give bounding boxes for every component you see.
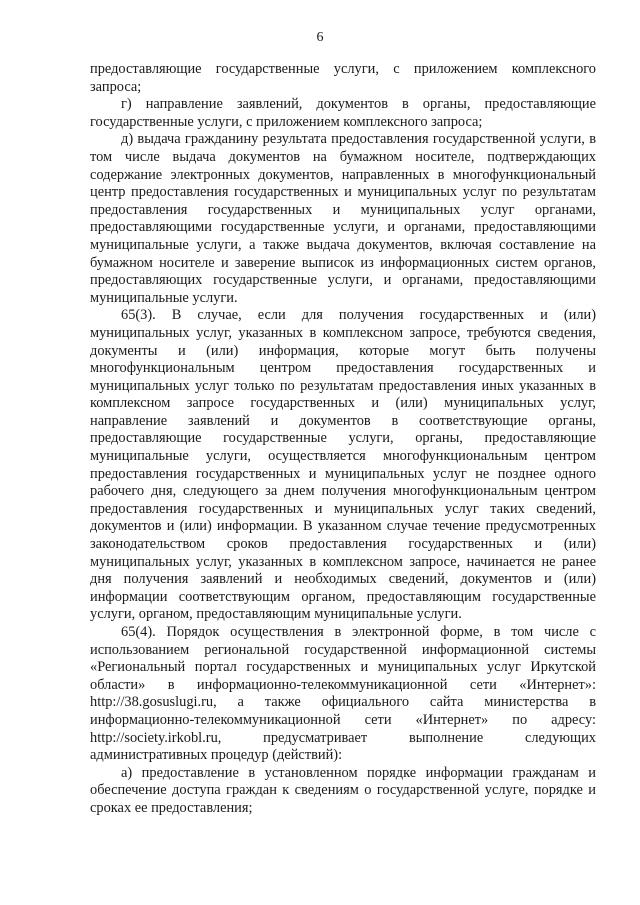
page-number: 6 [316,30,324,45]
paragraph-65-4: 65(4). Порядок осуществления в электронной форме, в том числе с использованием региональной государственной информационной системы «Региональный портал государственных и муниципальных услуг Иркутской области» в информационно-телекоммуникационной сети «Интернет»: http://38.gosuslugi.ru, а также официального сайта министерства в информационно-телекоммуникационной сети «Интернет» по адресу: http://society.irkobl.ru, предусматривает выполнение следующих административных процедур (действий): [90,624,596,764]
paragraph-item-g: г) направление заявлений, документов в органы, предоставляющие государственные услуги, с приложением комплексного запроса; [90,96,596,130]
paragraph-item-a: а) предоставление в установленном порядке информации гражданам и обеспечение доступа граждан к сведениям о государственной услуге, порядке и сроках ее предоставления; [90,764,596,816]
paragraph-65-3: 65(3). В случае, если для получения государственных и (или) муниципальных услуг, указанных в комплексном запросе, требуются сведения, документы и (или) информация, которые могут быть получены многофункциональным центром предоставления государственных и муниципальных услуг только по результатам предоставления иных указанных в комплексном запросе государственных и (или) муниципальных услуг, направление заявлений и документов в соответствующие органы, предоставляющие государственные услуги, органы, предоставляющие муниципальные услуги, осуществляется многофункциональным центром предоставления государственных и муниципальных услуг не позднее одного рабочего дня, следующего за днем получения многофункциональным центром предоставления государственных и муниципальных услуг таких сведений, документов и (или) информации. В указанном случае течение предусмотренных законодательством сроков предоставления государственных и (или) муниципальных услуг, указанных в комплексном запросе, начинается не ранее дня получения заявлений и необходимых сведений, документов и (или) информации соответствующим органом, предоставляющим государственные услуги, органом, предоставляющим муниципальные услуги. [90,307,596,623]
document-body [90,61,596,818]
paragraph-item-d: д) выдача гражданину результата предоставления государственной услуги, в том числе выдача документов на бумажном носителе, подтверждающих содержание электронных документов, направленных в многофункциональный центр предоставления государственных и муниципальных услуг по результатам предоставления государственных и муниципальных услуг органами, предоставляющими государственные услуги, и органами, предоставляющими муниципальные услуги, а также выдача документов, включая составление на бумажном носителе и заверение выписок из информационных систем органов, предоставляющих государственные услуги, и органами, предоставляющими муниципальные услуги. [90,131,596,306]
paragraph-continuation: предоставляющие государственные услуги, с приложением комплексного запроса; [90,61,596,95]
